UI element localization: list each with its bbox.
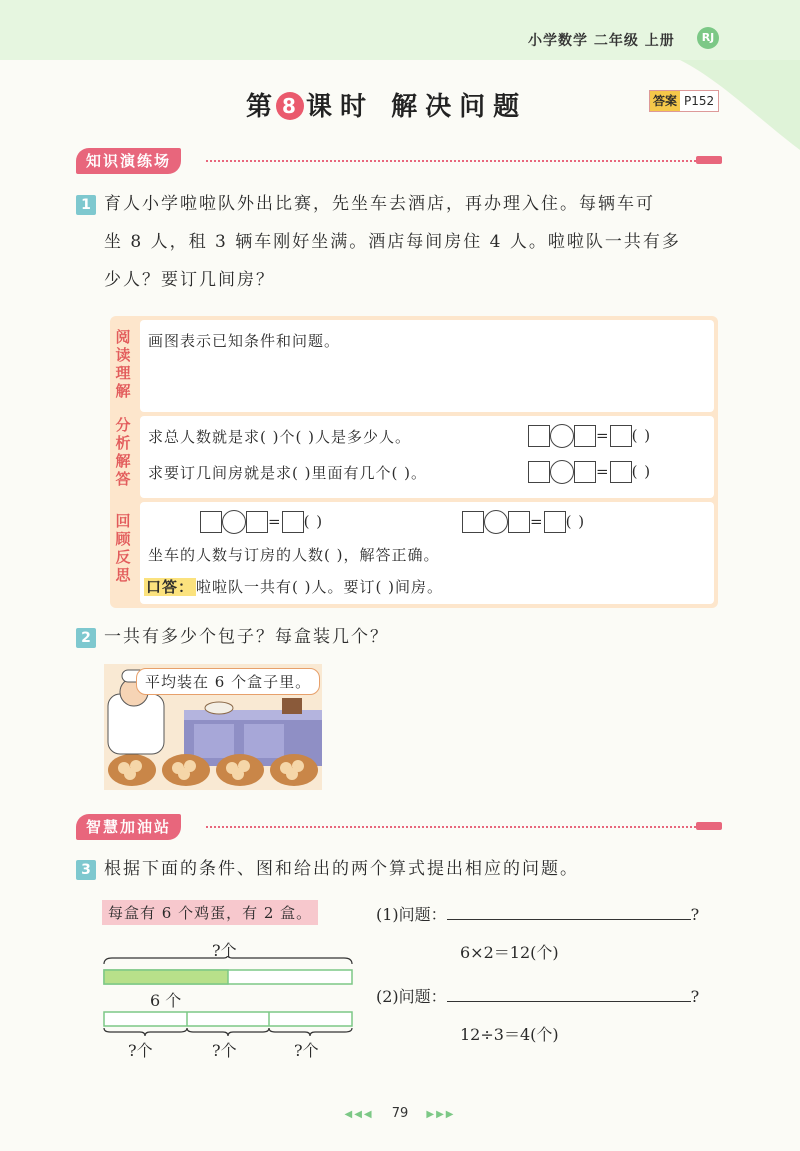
answer-box[interactable]	[574, 461, 596, 483]
analyze-line-1: 求总人数就是求( )个( )人是多少人。	[148, 428, 411, 446]
speech-bubble: 平均装在 6 个盒子里。	[136, 668, 320, 695]
equation-row	[528, 424, 651, 448]
edition-badge: RJ	[697, 27, 719, 49]
section-divider	[206, 160, 696, 162]
operator-circle[interactable]	[550, 424, 574, 448]
operator-circle[interactable]	[484, 510, 508, 534]
subquestion-1	[376, 902, 699, 925]
title-prefix: 第	[246, 92, 275, 122]
subquestion-1-label: (1)问题：	[376, 905, 447, 924]
answer-box[interactable]	[282, 511, 304, 533]
review-equation-1	[200, 510, 323, 534]
question-1-text	[104, 185, 744, 299]
subquestion-2-label: (2)问题：	[376, 987, 447, 1006]
page-title	[246, 86, 527, 123]
equation-row	[528, 460, 651, 484]
header-band	[0, 0, 800, 150]
answer-label: 答案	[650, 91, 680, 111]
answer-box[interactable]	[528, 425, 550, 447]
question-number: 2	[76, 628, 96, 648]
running-head: 小学数学 二年级 上册	[528, 33, 675, 49]
review-line: 坐车的人数与订房的人数( )，解答正确。	[148, 546, 440, 564]
equals-sign: =	[268, 512, 282, 531]
unit-blank[interactable]: ( )	[303, 512, 324, 531]
oral-answer-label: 口答：	[146, 578, 195, 596]
subquestion-2	[376, 984, 699, 1007]
operator-circle[interactable]	[222, 510, 246, 534]
read-instruction: 画图表示已知条件和问题。	[148, 332, 341, 350]
unit-blank[interactable]: ( )	[565, 512, 586, 531]
review-cell	[140, 502, 714, 604]
answer-box[interactable]	[574, 425, 596, 447]
answer-page: P152	[684, 94, 715, 108]
question-mark: ?	[690, 987, 700, 1006]
section-tag-practice: 知识演练场	[76, 148, 181, 174]
question-mark: ?	[690, 905, 700, 924]
page-footer	[0, 1106, 800, 1121]
read-cell[interactable]	[140, 320, 714, 412]
answer-box[interactable]	[462, 511, 484, 533]
answer-box[interactable]	[200, 511, 222, 533]
review-equation-2	[462, 510, 585, 534]
bottom-label: ?个	[212, 1041, 237, 1060]
question-line: 少人？要订几间房？	[104, 270, 275, 290]
oral-answer-text: 啦啦队一共有( )人。要订( )间房。	[196, 578, 443, 596]
answer-reference	[649, 90, 719, 112]
question-number: 1	[76, 195, 96, 215]
answer-box[interactable]	[610, 461, 632, 483]
answer-box[interactable]	[508, 511, 530, 533]
page-number: 79	[391, 1106, 409, 1121]
condition-box: 每盒有 6 个鸡蛋，有 2 盒。	[102, 900, 318, 925]
answer-box[interactable]	[544, 511, 566, 533]
answer-box[interactable]	[610, 425, 632, 447]
title-rest: 课时 解决问题	[306, 92, 528, 122]
oral-answer	[144, 576, 443, 597]
equals-sign: =	[596, 426, 610, 445]
section-divider	[206, 826, 696, 828]
operator-circle[interactable]	[550, 460, 574, 484]
answer-line-1[interactable]	[447, 903, 691, 920]
reading-table	[110, 316, 718, 608]
lesson-number: 8	[276, 92, 304, 120]
analyze-line-2: 求要订几间房就是求( )里面有几个( )。	[148, 464, 427, 482]
pencil-icon	[696, 156, 722, 164]
review-label: 回顾反思	[115, 512, 131, 584]
unit-blank[interactable]: ( )	[631, 426, 652, 445]
middle-label: 6 个	[150, 991, 182, 1010]
equation-1: 6×2＝12(个)	[460, 943, 559, 962]
answer-box[interactable]	[246, 511, 268, 533]
answer-line-2[interactable]	[447, 985, 691, 1002]
answer-box[interactable]	[528, 461, 550, 483]
question-3-text: 根据下面的条件、图和给出的两个算式提出相应的问题。	[104, 859, 579, 879]
left-arrows-icon: ◀◀◀	[344, 1109, 374, 1120]
analyze-label: 分析解答	[115, 416, 131, 488]
bar-diagram	[100, 956, 356, 1036]
analyze-cell	[140, 416, 714, 498]
section-tag-challenge: 智慧加油站	[76, 814, 181, 840]
equals-sign: =	[530, 512, 544, 531]
bottom-label: ?个	[128, 1041, 153, 1060]
read-label: 阅读理解	[115, 328, 131, 400]
equals-sign: =	[596, 462, 610, 481]
unit-blank[interactable]: ( )	[631, 462, 652, 481]
question-line: 育人小学啦啦队外出比赛，先坐车去酒店，再办理入住。每辆车可	[104, 194, 655, 214]
question-line: 坐 8 人，租 3 辆车刚好坐满。酒店每间房住 4 人。啦啦队一共有多	[104, 232, 681, 252]
equation-2: 12÷3＝4(个)	[460, 1025, 559, 1044]
bottom-label: ?个	[294, 1041, 319, 1060]
right-arrows-icon: ▶▶▶	[426, 1109, 456, 1120]
question-2-text: 一共有多少个包子？每盒装几个？	[104, 627, 389, 647]
top-label: ?个	[212, 941, 237, 960]
pencil-icon	[696, 822, 722, 830]
question-number: 3	[76, 860, 96, 880]
